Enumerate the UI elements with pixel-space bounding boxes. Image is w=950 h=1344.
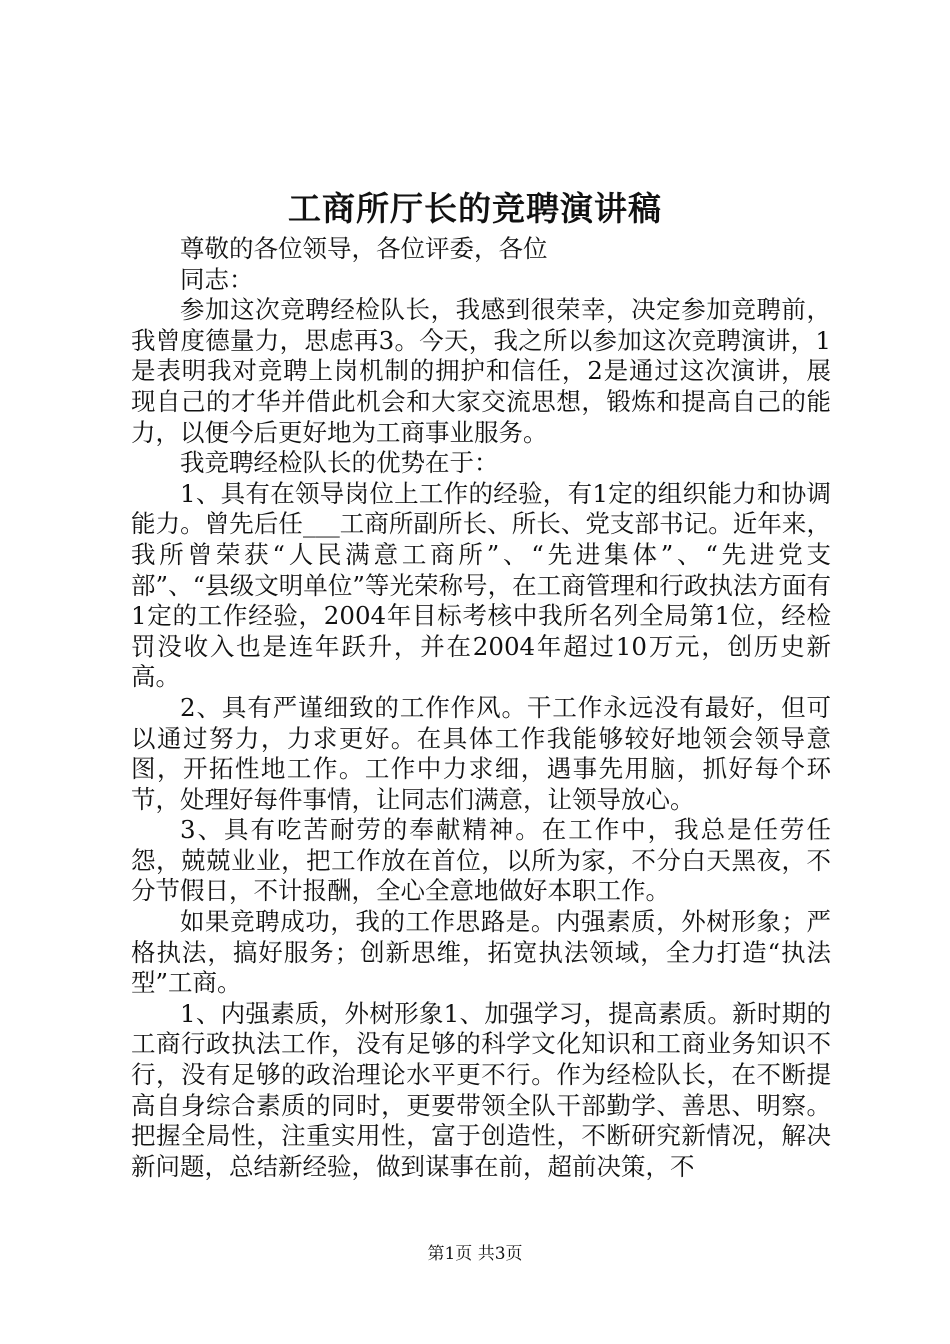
document-body <box>131 234 831 1182</box>
body-paragraph: 1、具有在领导岗位上工作的经验，有1定的组织能力和协调能力。曾先后任___工商所副所长、所长、党支部书记。近年来，我所曾荣获“人民满意工商所”、“先进集体”、“先进党支部”、“县级文明单位”等光荣称号，在工商管理和行政执法方面有1定的工作经验，2004年目标考核中我所名列全局第1位，经检罚没收入也是连年跃升，并在2004年超过10万元，创历史新高。 <box>131 478 831 692</box>
body-paragraph: 如果竞聘成功，我的工作思路是。内强素质，外树形象；严格执法，搞好服务；创新思维，拓宽执法领域，全力打造“执法型”工商。 <box>131 907 831 998</box>
body-paragraph: 2、具有严谨细致的工作作风。干工作永远没有最好，但可以通过努力，力求更好。在具体工作我能够较好地领会领导意图，开拓性地工作。工作中力求细，遇事先用脑，抓好每个环节，处理好每件事情，让同志们满意，让领导放心。 <box>131 692 831 814</box>
salutation-line-2: 同志： <box>180 264 254 294</box>
body-paragraph: 参加这次竞聘经检队长，我感到很荣幸，决定参加竞聘前，我曾度德量力，思虑再3。今天，我之所以参加这次竞聘演讲，1是表明我对竞聘上岗机制的拥护和信任，2是通过这次演讲，展现自己的才华并借此机会和大家交流思想，锻炼和提高自己的能力，以便今后更好地为工商事业服务。 <box>131 295 831 447</box>
body-paragraph: 1、内强素质，外树形象1、加强学习，提高素质。新时期的工商行政执法工作，没有足够的科学文化知识和工商业务知识不行，没有足够的政治理论水平更不行。作为经检队长，在不断提高自身综合素质的同时，更要带领全队干部勤学、善思、明察。把握全局性，注重实用性，富于创造性，不断研究新情况，解决新问题，总结新经验，做到谋事在前，超前决策，不 <box>131 998 831 1181</box>
document-title: 工商所厅长的竞聘演讲稿 <box>288 189 662 228</box>
body-paragraph: 3、具有吃苦耐劳的奉献精神。在工作中，我总是任劳任怨，兢兢业业，把工作放在首位，以所为家，不分白天黑夜，不分节假日，不计报酬，全心全意地做好本职工作。 <box>131 815 831 906</box>
page-footer: 第1页 共3页 <box>427 1244 523 1264</box>
body-paragraph: 我竞聘经检队长的优势在于： <box>180 448 499 478</box>
salutation-line-1: 尊敬的各位领导，各位评委，各位 <box>180 234 548 263</box>
